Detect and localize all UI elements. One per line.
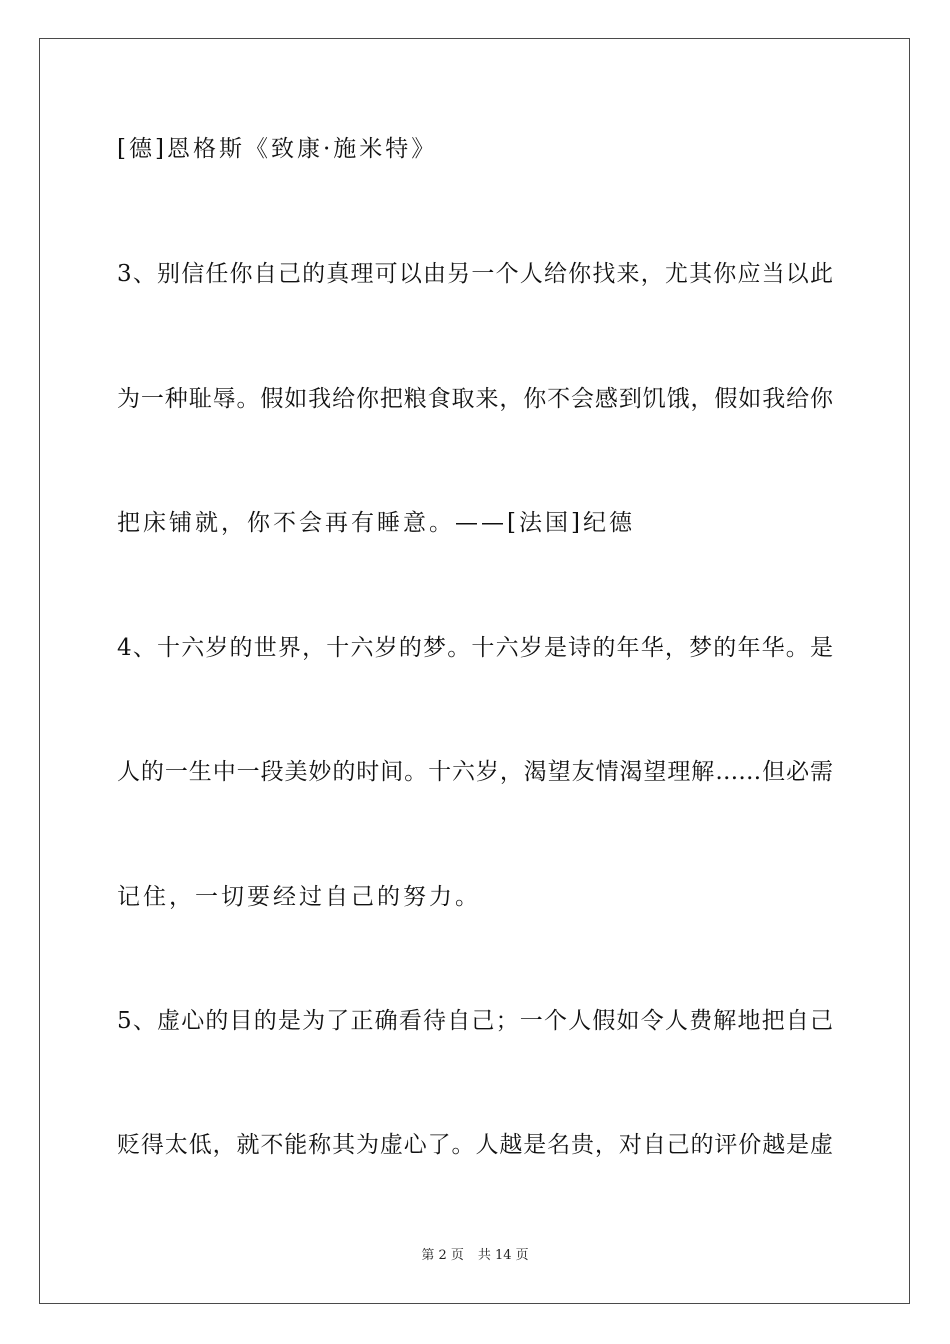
quote-5-line-2: 贬得太低，就不能称其为虚心了。人越是名贵，对自己的评价越是虚: [117, 1132, 833, 1158]
quote-3-line-2: 为一种耻辱。假如我给你把粮食取来，你不会感到饥饿，假如我给你: [117, 386, 833, 412]
page-total: 共 14 页: [477, 1248, 529, 1263]
page-footer: [0, 1247, 950, 1265]
text-line-attribution: [德]恩格斯《致康·施米特》: [117, 136, 438, 162]
quote-4-line-1: 4、十六岁的世界，十六岁的梦。十六岁是诗的年华，梦的年华。是: [117, 635, 833, 661]
quote-3-line-1: 3、别信任你自己的真理可以由另一个人给你找来，尤其你应当以此: [117, 261, 833, 287]
page-number: 第 2 页: [421, 1248, 464, 1263]
quote-4-line-3: 记住，一切要经过自己的努力。: [117, 884, 481, 910]
quote-5-line-1: 5、虚心的目的是为了正确看待自己；一个人假如令人费解地把自己: [117, 1008, 833, 1034]
quote-4-line-2: 人的一生中一段美妙的时间。十六岁，渴望友情渴望理解……但必需: [117, 759, 833, 785]
quote-3-line-3: 把床铺就，你不会再有睡意。——[法国]纪德: [117, 510, 635, 536]
page-border: [39, 38, 910, 1304]
